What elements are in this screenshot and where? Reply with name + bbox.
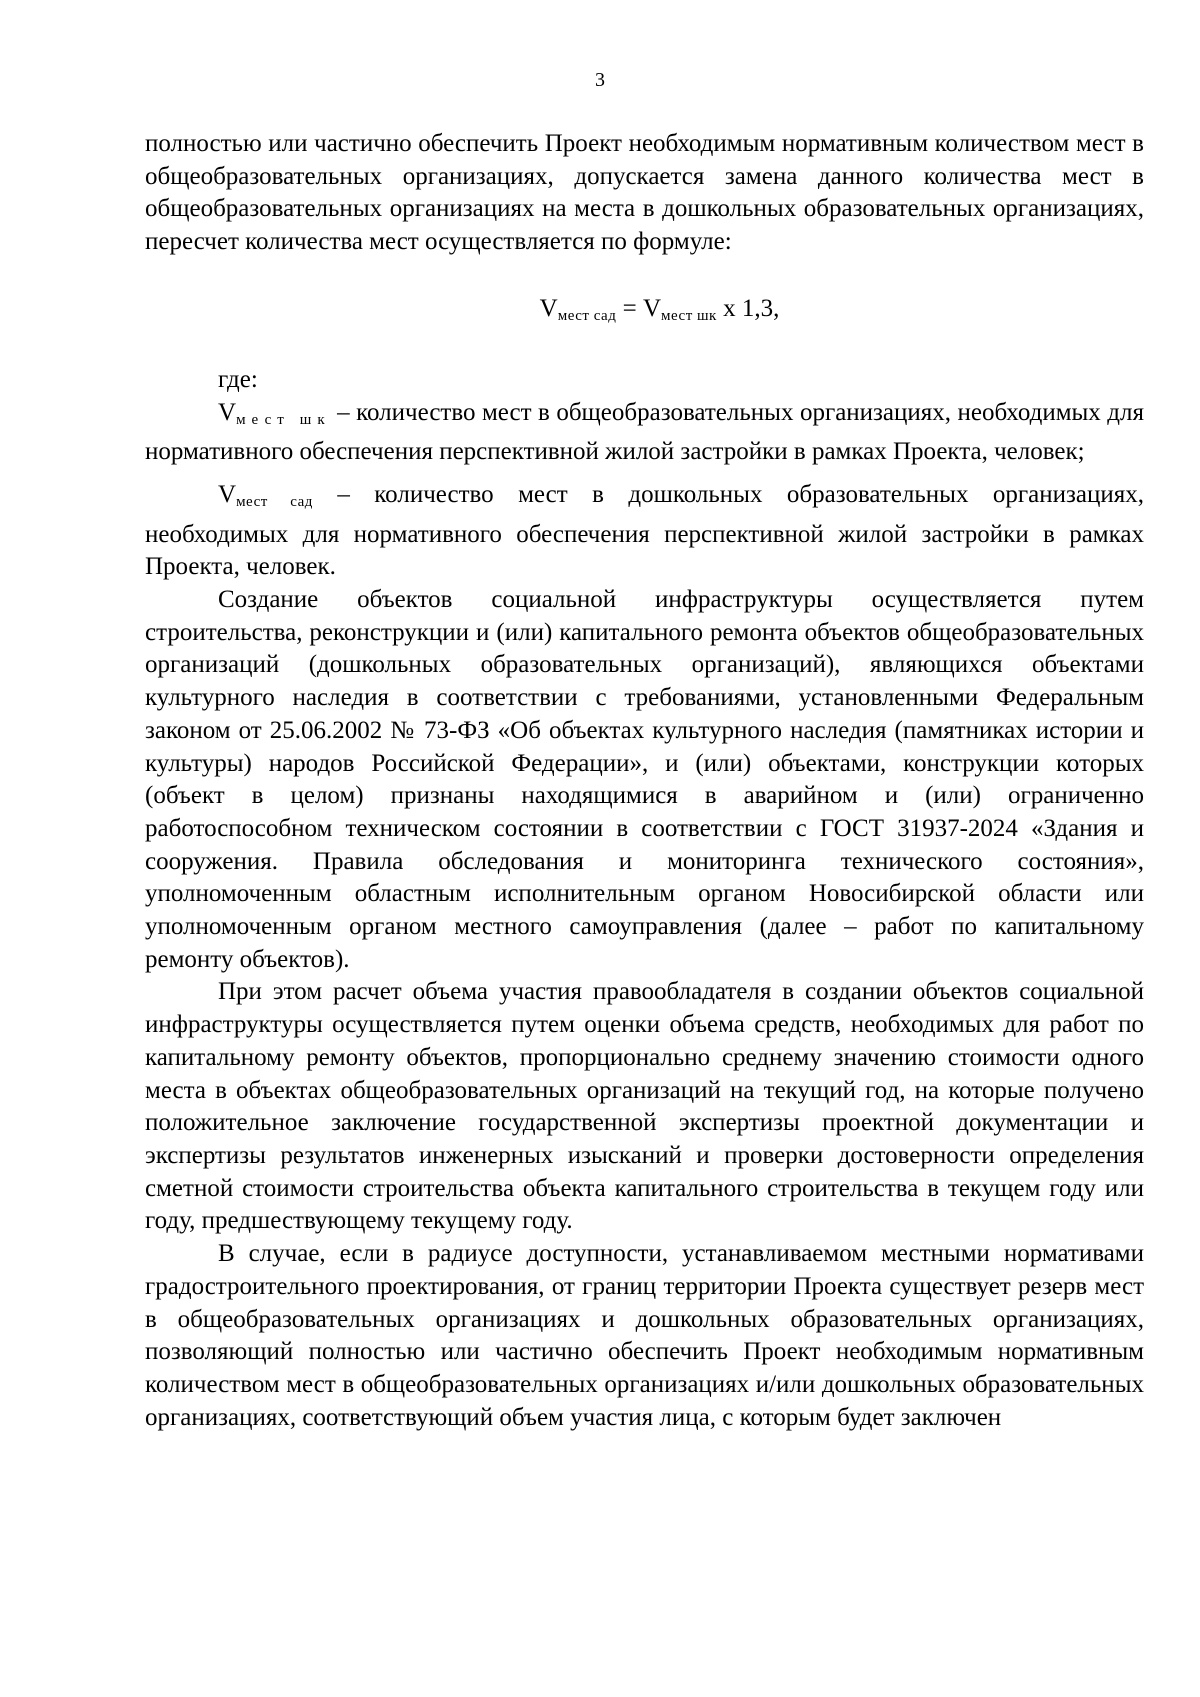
page-number: 3 — [595, 69, 605, 91]
formula-right-subscript: мест шк — [661, 307, 717, 324]
where-label: где: — [218, 365, 258, 393]
formula-left-symbol: V — [539, 294, 558, 322]
formula-equals: = — [616, 294, 643, 322]
paragraph-reserve-places: В случае, если в радиусе доступности, устанавливаемом местными нормативами градостроительного проектирования, от границ территории Проекта существует резерв мест в общеобразовательных организациях и дошкольных образовательных организациях, позволяющий полностью или частично обеспечить Проект необходимым нормативным количеством мест в общеобразовательных организациях и/или дошкольных образовательных организациях, соответствующий объем участия лица, с которым будет заключен — [145, 1240, 1144, 1431]
paragraph-continuation: полностью или частично обеспечить Проект необходимым нормативным количеством мест в общеобразовательных организациях, допускается замена данного количества мест в общеобразовательных организациях на места в дошкольных образовательных организациях, пересчет количества мест осуществляется по формуле: — [145, 130, 1144, 256]
paragraph-participation-calculation: При этом расчет объема участия правообладателя в создании объектов социальной инфраструктуры осуществляется путем оценки объема средств, необходимых для работ по капитальному ремонту объектов, пропорционально среднему значению стоимости одного места в объектах общеобразовательных организаций на текущий год, на которые получено положительное заключение государственной экспертизы проектной документации и экспертизы результатов инженерных изысканий и проверки достоверности определения сметной стоимости строительства объекта капитального строительства в текущем году или году, предшествующему текущему году. — [145, 978, 1144, 1235]
def1-text: – количество мест в общеобразовательных организациях, необходимых для нормативного обеспечения перспективной жилой застройки в рамках Проекта, человек; — [145, 398, 1145, 466]
definition-v-mest-shk — [145, 397, 1144, 469]
formula-left-subscript: мест сад — [557, 307, 617, 324]
def1-subscript: мест шк — [236, 411, 331, 428]
formula-right-symbol: V — [642, 294, 662, 322]
def2-text: – количество мест в дошкольных образовательных организациях, необходимых для нормативного обеспечения перспективной жилой застройки в рамках Проекта, человек. — [145, 480, 1144, 581]
def1-symbol: V — [218, 398, 237, 426]
def2-subscript: мест сад — [236, 493, 313, 510]
definition-v-mest-sad — [145, 479, 1144, 584]
document-body — [145, 128, 1144, 1434]
def2-symbol: V — [218, 480, 237, 508]
formula-tail: х 1,3, — [716, 294, 780, 322]
paragraph-social-infrastructure: Создание объектов социальной инфраструктуры осуществляется путем строительства, реконструкции и (или) капитального ремонта объектов общеобразовательных организаций (дошкольных образовательных организаций), являющихся объектами культурного наследия в соответствии с требованиями, установленными Федеральным законом от 25.06.2002 № 73-ФЗ «Об объектах культурного наследия (памятниках истории и культуры) народов Российской Федерации», и (или) объектами, конструкции которых (объект в целом) признаны находящимися в аварийном и (или) ограниченно работоспособном техническом состоянии в соответствии с ГОСТ 31937-2024 «Здания и сооружения. Правила обследования и мониторинга технического состояния», уполномоченным областным исполнительным органом Новосибирской области или уполномоченным органом местного самоуправления (далее – работ по капитальному ремонту объектов). — [145, 586, 1144, 973]
formula — [145, 289, 1144, 336]
